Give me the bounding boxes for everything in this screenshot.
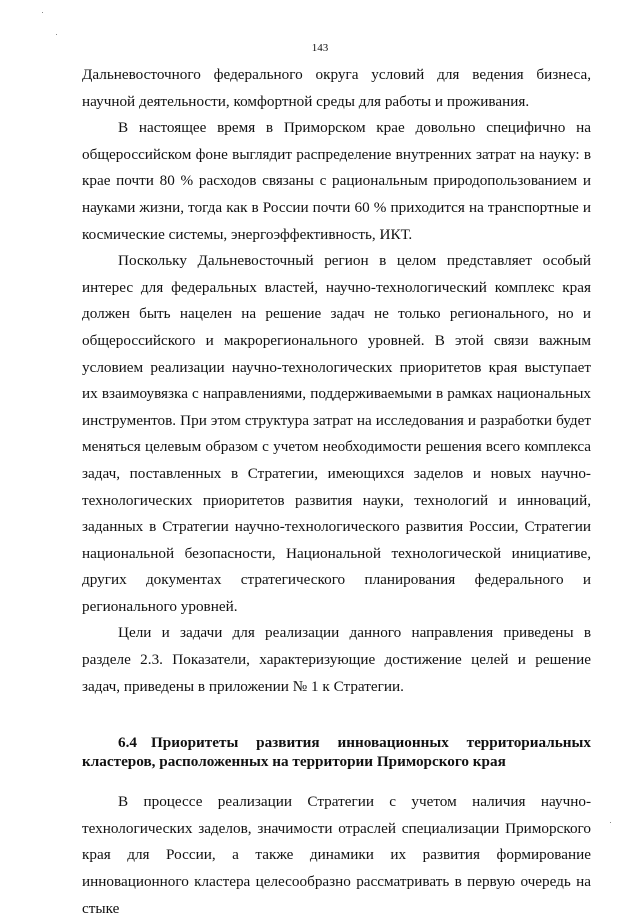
scan-dot [56,34,57,35]
section-heading [82,733,591,771]
scan-dot [42,12,43,13]
section-number: 6.4 [118,734,137,752]
paragraph: Дальневосточного федерального округа условий для ведения бизнеса, научной деятельности, комфортной среды для работы и проживания. [82,66,591,110]
paragraph: Цели и задачи для реализации данного направления приведены в разделе 2.3. Показатели, характеризующие достижение целей и решение задач, приведены в приложении № 1 к Стратегии. [82,624,591,695]
paragraph: В процессе реализации Стратегии с учетом наличия научно-технологических заделов, значимости отраслей специализации Приморского края для России, а также динамики их развития формирование инновационного кластера целесообразно рассматривать в первую очередь на стыке [82,793,591,917]
paragraph: Поскольку Дальневосточный регион в целом представляет особый интерес для федеральных властей, научно-технологический комплекс края должен быть нацелен на решение задач не только регионального, но и общероссийского и макрорегионального уровней. В этой связи важным условием реализации научно-технологических приоритетов края выступает их взаимоувязка с направлениями, поддерживаемыми в рамках национальных инструментов. При этом структура затрат на исследования и разработки будет меняться целевым образом с учетом необходимости решения всего комплекса задач, поставленных в Стратегии, имеющихся заделов и новых научно-технологических приоритетов развития науки, технологий и инноваций, заданных в Стратегии научно-технологического развития России, Стратегии национальной безопасности, Национальной технологической инициативе, других документах стратегического планирования федерального и регионального уровней. [82,252,591,615]
scan-dot [610,822,611,823]
section-title: Приоритеты развития инновационных территориальных кластеров, расположенных на территории Приморского края [82,734,591,771]
paragraph: В настоящее время в Приморском крае довольно специфично на общероссийском фоне выглядит распределение внутренних затрат на науку: в крае почти 80 % расходов связаны с рациональным природопользованием и науками жизни, тогда как в России почти 60 % приходится на транспортные и космические системы, энергоэффективность, ИКТ. [82,119,591,243]
page-number: 143 [311,42,329,54]
document-body [82,62,591,922]
